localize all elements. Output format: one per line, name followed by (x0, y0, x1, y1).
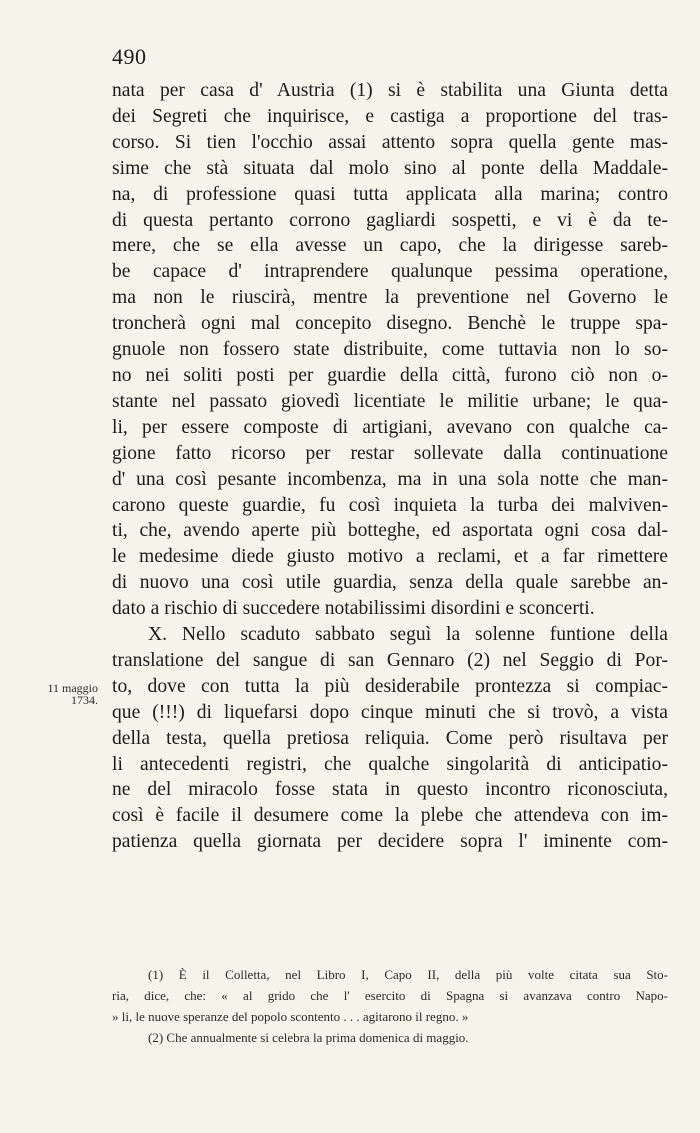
text-line: na, di professione quasi tutta applicata alla marina; contro (112, 183, 668, 205)
text-line: mere, che se ella avesse un capo, che la dirigesse sareb- (112, 235, 668, 257)
text-line: di nuovo una così utile guardia, senza della quale sarebbe an- (112, 572, 668, 594)
margin-note-day: 11 maggio (47, 681, 98, 695)
margin-note-year: 1734. (71, 693, 98, 707)
text-line: le medesime diede giusto motivo a reclami, et a far rimettere (112, 546, 668, 568)
text-line: gnuole non fossero state distribuite, come tuttavia non lo so- (112, 339, 668, 361)
body-text (112, 78, 668, 855)
footnote-1-line: » li, le nuove speranze del popolo scontento . . . agitarono il regno. » (112, 1009, 469, 1024)
text-line: carono queste guardie, fu così inquieta la turba dei malviven- (112, 494, 668, 516)
paragraph-x-first-line: X. Nello scaduto sabbato seguì la solenne funtione della (148, 624, 668, 646)
text-line: così è facile il desumere come la plebe che attendeva con im- (112, 805, 668, 827)
text-line: gione fatto ricorso per restar sollevate dalla continuatione (112, 442, 668, 464)
footnote-1-line: ria, dice, che: « al grido che l' esercito di Spagna si avanzava contro Napo- (112, 988, 668, 1003)
text-line: troncherà ogni mal concepito disegno. Benchè le truppe spa- (112, 313, 668, 335)
text-line: patienza quella giornata per decidere sopra l' iminente com- (112, 831, 668, 853)
footnote-1-line: (1) È il Colletta, nel Libro I, Capo II, della più volte citata sua Sto- (148, 967, 668, 982)
text-line: nata per casa d' Austria (1) si è stabilita una Giunta detta (112, 80, 668, 101)
text-line: li, per essere composte di artigiani, avevano con qualche ca- (112, 416, 668, 438)
text-line: be capace d' intraprendere qualunque pessima operatione, (112, 261, 668, 283)
text-line: ma non le riuscirà, mentre la preventione nel Governo le (112, 287, 668, 309)
text-line: dei Segreti che inquirisce, e castiga a proportione del tras- (112, 105, 668, 127)
text-line: stante nel passato giovedì licentiate le militie urbane; le qua- (112, 390, 668, 412)
text-line: ne del miracolo fosse stata in questo incontro riconosciuta, (112, 779, 668, 801)
footnote-2: (2) Che annualmente si celebra la prima domenica di maggio. (148, 1030, 469, 1045)
text-line: translatione del sangue di san Gennaro (2) nel Seggio di Por- (112, 649, 668, 671)
text-line: d' una così pesante incombenza, ma in una sola notte che man- (112, 468, 668, 490)
page-number: 490 (112, 44, 147, 69)
text-line: no nei soliti posti per guardie della città, furono ciò non o- (112, 364, 668, 386)
text-line: to, dove con tutta la più desiderabile prontezza si compiac- (112, 675, 668, 697)
margin-note-date (26, 682, 98, 706)
text-line: ti, che, avendo aperte più botteghe, ed asportata ogni cosa dal- (112, 520, 668, 542)
text-line: li antecedenti registri, che qualche singolarità di anticipatio- (112, 753, 668, 775)
text-line: dato a rischio di succedere notabilissimi disordini e sconcerti. (112, 598, 595, 620)
text-line: sime che stà situata dal molo sino al ponte della Maddale- (112, 157, 668, 179)
text-line: corso. Si tien l'occhio assai attento sopra quella gente mas- (112, 131, 668, 153)
footnotes (112, 964, 668, 1048)
text-line: della testa, quella pretiosa reliquia. Come però risultava per (112, 727, 668, 749)
text-line: di questa pertanto corrono gagliardi sospetti, e vi è da te- (112, 209, 668, 231)
text-line: que (!!!) di liquefarsi dopo cinque minuti che si trovò, a vista (112, 701, 668, 723)
